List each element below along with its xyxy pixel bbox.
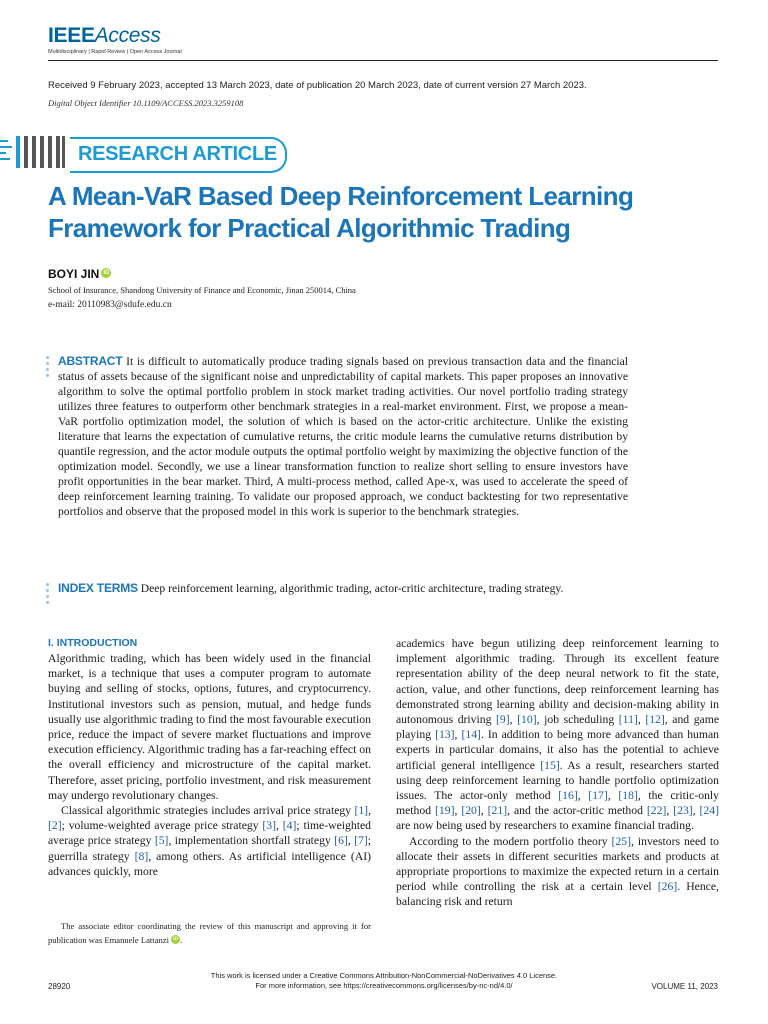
paragraph-text: , and game playing xyxy=(396,713,720,742)
logo-access-text: Access xyxy=(94,24,161,47)
paragraph-text: , xyxy=(480,804,488,818)
citation-link[interactable]: [15] xyxy=(540,758,560,772)
citation-link[interactable]: [10] xyxy=(517,713,537,727)
index-terms xyxy=(58,581,658,596)
journal-logo xyxy=(48,24,182,55)
citation-link[interactable]: [4] xyxy=(282,819,297,833)
citation-link[interactable]: [17] xyxy=(588,789,608,803)
citation-link[interactable]: [13] xyxy=(435,728,455,742)
citation-link[interactable]: [12] xyxy=(645,713,665,727)
abstract-label: ABSTRACT xyxy=(58,354,123,368)
body-right-column xyxy=(396,636,719,910)
index-terms-dots-icon xyxy=(46,583,51,607)
paragraph-text: . As a result, researchers started using deep reinforcement learning to handle portfolio optimization issues. The actor-only method xyxy=(396,758,719,803)
editor-footnote xyxy=(48,920,371,947)
abstract-dots-icon xyxy=(46,356,51,380)
paragraph-text: ; guerrilla strategy xyxy=(48,834,371,863)
citation-link[interactable]: [18] xyxy=(618,789,638,803)
paragraph-text: , xyxy=(454,804,462,818)
paragraph-text: . In addition to being more advanced than human experts in particular domains, it also has the potential to achieve artificial general intelligence xyxy=(396,728,720,772)
citation-link[interactable]: [25] xyxy=(611,834,632,848)
research-article-banner xyxy=(70,137,287,173)
section-heading: I. INTRODUCTION xyxy=(48,637,138,649)
banner-bars-graphic xyxy=(0,136,66,168)
citation-link[interactable]: [24] xyxy=(699,804,720,818)
logo-ieee-text: IEEE xyxy=(48,24,95,47)
citation-link[interactable]: [8] xyxy=(134,849,149,863)
paragraph-text: , xyxy=(607,789,619,803)
email-prefix: e-mail: xyxy=(48,300,78,310)
citation-link[interactable]: [26] xyxy=(657,880,678,894)
paragraph-text: , implementation shortfall strategy xyxy=(168,834,335,848)
paragraph-text: , among others. As artificial intelligence (AI) advances quickly, more xyxy=(48,849,371,878)
paragraph-text: , and the actor-critic method xyxy=(507,804,647,818)
author-name: BOYI JIN xyxy=(48,267,100,281)
citation-link[interactable]: [1] xyxy=(354,804,369,818)
paragraph-text: , xyxy=(347,834,355,848)
citation-link[interactable]: [16] xyxy=(558,789,578,803)
intro-paragraph-2 xyxy=(48,803,371,879)
paragraph-text: ; time-weighted average price strategy xyxy=(48,819,371,848)
orcid-icon[interactable]: iD xyxy=(173,936,179,942)
page-number: 28920 xyxy=(48,982,71,991)
citation-link[interactable]: [2] xyxy=(48,819,62,833)
license-line-2[interactable]: For more information, see https://creativecommons.org/licenses/by-nc-nd/4.0/ xyxy=(255,980,513,990)
volume-label: VOLUME 11, 2023 xyxy=(651,982,718,991)
citation-link[interactable]: [19] xyxy=(434,804,455,818)
paragraph-text: . Hence, balancing risk and return xyxy=(396,880,719,909)
author-affiliation: School of Insurance, Shandong University of Finance and Economic, Jinan 250014, China xyxy=(48,285,356,295)
orcid-icon[interactable]: iD xyxy=(103,270,110,276)
citation-link[interactable]: [11] xyxy=(618,713,638,727)
doi: Digital Object Identifier 10.1109/ACCESS.2023.3259108 xyxy=(48,98,244,108)
license-line-1: This work is licensed under a Creative Commons Attribution-NonCommercial-NoDerivatives 4.0 License. xyxy=(210,971,558,980)
footnote-text: The associate editor coordinating the review of this manuscript and approving it for publication was Emanuele Lattanzi xyxy=(48,921,371,945)
intro-paragraph-1: Algorithmic trading, which has been widely used in the financial market, is a technique that uses a computer program to automate buying and selling of stocks, options, futures, and cryptocurrency. Institutional investors such as pension, mutual, and hedge funds usually use algorithmic trading to find the most favourable execution price, reduce the impact of severe market fluctuations and improve execution efficiency. Algorithmic trading has a far-reaching effect on the overall efficiency and microstructure of the capital market. Therefore, asset pricing, portfolio investment, and risk measurement may undergo revolutionary changes. xyxy=(48,652,371,802)
paragraph-text: are now being used by researchers to examine financial trading. xyxy=(396,819,694,833)
citation-link[interactable]: [7] xyxy=(354,834,368,848)
citation-link[interactable]: [3] xyxy=(262,819,277,833)
intro-paragraph-3 xyxy=(396,636,719,834)
paragraph-text: , xyxy=(577,789,589,803)
citation-link[interactable]: [9] xyxy=(496,713,510,727)
paragraph-text: Classical algorithmic strategies includes arrival price strategy xyxy=(61,804,355,818)
paragraph-text: , xyxy=(454,728,462,742)
paragraph-text: According to the modern portfolio theory xyxy=(409,834,612,848)
index-terms-text: Deep reinforcement learning, algorithmic trading, actor-critic architecture, trading strategy. xyxy=(140,582,564,595)
paragraph-text: , job scheduling xyxy=(536,713,619,727)
abstract-text: It is difficult to automatically produce trading signals based on previous transaction data and the financial status of assets because of the significant noise and unpredictability of capital markets. This paper proposes an innovative algorithm to solve the optimal portfolio problem in stock market trading activities. Our novel portfolio trading strategy utilizes three features to outperform other benchmark strategies in a real-market environment. First, we propose a mean-VaR portfolio optimization model, the solution of which is based on the actor-critic architecture. Unlike the existing literature that learns the expectation of cumulative returns, the critic module learns the cumulative returns distribution by quantile regression, and the actor module outputs the optimal portfolio weight by maximizing the objective function of the optimization model. Secondly, we use a linear transformation function to realize short selling to ensure investors have profit opportunities in the bear market. Third, A multi-process method, called Ape-x, was used to accelerate the speed of deep reinforcement learning training. To validate our proposed approach, we conduct backtesting for two representative portfolios and observe that the proposed model in this work is superior to the benchmark strategies. xyxy=(58,355,628,518)
paragraph-text: ; volume-weighted average price strategy xyxy=(61,819,263,833)
paragraph-text: , xyxy=(666,804,674,818)
citation-link[interactable]: [20] xyxy=(461,804,481,818)
paragraph-text: , investors need to allocate their assets in different securities markets and products at appropriate proportions to maximize the expected return in a certain period while controlling the risk at a certain level xyxy=(396,834,719,894)
intro-paragraph-4 xyxy=(396,834,719,910)
paragraph-text: , xyxy=(637,713,646,727)
paragraph-text: academics have begun utilizing deep reinforcement learning to implement algorithmic trading. Through its excellent feature representation ability of the deep neural network to fit the state, action, value, and other functions, deep reinforcement learning has demonstrated strong learning ability and decision-making ability in autonomous driving xyxy=(396,637,719,727)
paper-title: A Mean-VaR Based Deep Reinforcement Learning Framework for Practical Algorithmic Trading xyxy=(48,181,634,243)
index-terms-label: INDEX TERMS xyxy=(58,581,138,595)
paragraph-text: , xyxy=(276,819,283,833)
received-dates: Received 9 February 2023, accepted 13 March 2023, date of publication 20 March 2023, date of current version 27 March 2023. xyxy=(48,80,587,91)
paragraph-text: , xyxy=(692,804,700,818)
footnote-end: . xyxy=(180,934,183,945)
paragraph-text: , the critic-only method xyxy=(396,789,720,818)
citation-link[interactable]: [22] xyxy=(646,804,667,818)
paragraph-text: , xyxy=(368,804,371,818)
citation-link[interactable]: [23] xyxy=(673,804,693,818)
author-email-line xyxy=(48,300,172,310)
author-email[interactable]: 20110983@sdufe.edu.cn xyxy=(77,300,172,310)
citation-link[interactable]: [14] xyxy=(461,728,481,742)
citation-link[interactable]: [21] xyxy=(487,804,508,818)
body-left-column xyxy=(48,636,371,879)
logo-tagline: Multidisciplinary | Rapid Review | Open Access Journal xyxy=(48,49,182,55)
citation-link[interactable]: [6] xyxy=(334,834,348,848)
citation-link[interactable]: [5] xyxy=(154,834,169,848)
header-divider xyxy=(48,60,718,61)
abstract xyxy=(58,354,628,519)
paragraph-text: , xyxy=(509,713,518,727)
author-name-line xyxy=(48,267,111,281)
banner-label: RESEARCH ARTICLE xyxy=(78,143,277,165)
